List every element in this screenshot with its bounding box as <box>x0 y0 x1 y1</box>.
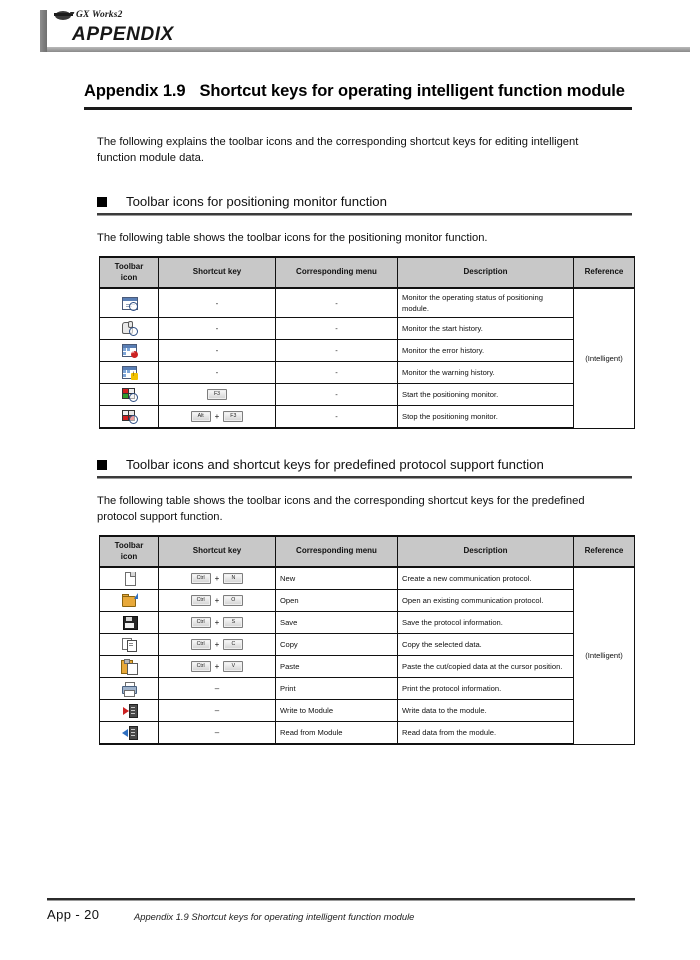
table-row <box>100 384 635 406</box>
column-header-corresponding-menu: Corresponding menu <box>276 257 398 288</box>
table-header-row <box>100 536 635 567</box>
column-header-toolbar-icon <box>100 257 159 288</box>
key-plus: + <box>214 596 220 606</box>
shortcut-key-cell <box>159 700 276 722</box>
section-title: Toolbar icons and shortcut keys for predefined protocol support function <box>126 457 544 472</box>
key-plus: + <box>214 618 220 628</box>
toolbar-icon-cell <box>100 567 159 590</box>
open-folder-icon <box>121 593 138 608</box>
description-cell: Print the protocol information. <box>398 678 574 700</box>
toolbar-icon-cell <box>100 722 159 745</box>
menu-cell: - <box>276 340 398 362</box>
menu-cell: - <box>276 384 398 406</box>
page-content <box>0 62 700 745</box>
square-bullet-icon <box>97 197 107 207</box>
toolbar-icon-cell <box>100 384 159 406</box>
write-to-module-icon <box>121 703 138 718</box>
shortcut-key-cell <box>159 612 276 634</box>
header-brand <box>54 9 123 21</box>
toolbar-icon-cell <box>100 406 159 429</box>
section-positioning-monitor <box>0 194 700 429</box>
table-row <box>100 406 635 429</box>
shortcut-key-cell <box>159 656 276 678</box>
shortcut-dash: - <box>215 346 219 355</box>
toolbar-icon-cell <box>100 590 159 612</box>
section-heading <box>0 194 700 209</box>
table-row <box>100 612 635 634</box>
column-header-corresponding-menu: Corresponding menu <box>276 536 398 567</box>
menu-cell: Save <box>276 612 398 634</box>
column-header-shortcut-key: Shortcut key <box>159 536 276 567</box>
shortcut-key-cell <box>159 567 276 590</box>
menu-cell: - <box>276 318 398 340</box>
table-row <box>100 567 635 590</box>
table-header-row <box>100 257 635 288</box>
menu-cell: - <box>276 362 398 384</box>
header-line-1: Toolbar <box>114 541 144 550</box>
menu-cell: Print <box>276 678 398 700</box>
stop-positioning-monitor-icon <box>121 409 138 424</box>
description-cell: Monitor the start history. <box>398 318 574 340</box>
warning-history-monitor-icon <box>121 365 138 380</box>
shortcut-dash: – <box>214 728 220 737</box>
section-underline <box>97 213 632 216</box>
key-cap: F3 <box>207 389 227 400</box>
shortcut-key-cell <box>159 384 276 406</box>
toolbar-icon-cell <box>100 612 159 634</box>
shortcut-dash: – <box>214 706 220 715</box>
square-bullet-icon <box>97 460 107 470</box>
menu-cell: - <box>276 288 398 318</box>
description-cell: Start the positioning monitor. <box>398 384 574 406</box>
start-positioning-monitor-icon <box>121 387 138 402</box>
key-cap: V <box>223 661 243 672</box>
predefined-protocol-table <box>99 535 635 745</box>
section-predefined-protocol <box>0 457 700 745</box>
description-cell: Monitor the warning history. <box>398 362 574 384</box>
header-line-2: icon <box>120 272 138 282</box>
key-cap: O <box>223 595 243 606</box>
description-cell: Create a new communication protocol. <box>398 567 574 590</box>
save-floppy-icon <box>121 615 138 630</box>
error-history-monitor-icon <box>121 343 138 358</box>
section-intro: The following table shows the toolbar icons and the corresponding shortcut keys for the predefined protocol support function. <box>97 495 585 523</box>
header-section-label: APPENDIX <box>72 24 174 45</box>
column-header-reference: Reference <box>574 257 635 288</box>
chapter-underline <box>84 107 632 110</box>
toolbar-icon-cell <box>100 678 159 700</box>
description-cell: Monitor the operating status of positioning module. <box>398 288 574 318</box>
copy-icon <box>121 637 138 652</box>
toolbar-icon-cell <box>100 340 159 362</box>
shortcut-dash: – <box>214 684 220 693</box>
reference-cell: (Intelligent) <box>574 288 635 428</box>
shortcut-key-cell <box>159 634 276 656</box>
toolbar-icon-cell <box>100 318 159 340</box>
key-cap: Ctrl <box>191 595 211 606</box>
description-cell: Open an existing communication protocol. <box>398 590 574 612</box>
key-cap: Alt <box>191 411 211 422</box>
mitsubishi-logo-icon <box>54 9 74 21</box>
key-cap: Ctrl <box>191 617 211 628</box>
key-cap: N <box>223 573 243 584</box>
table-row <box>100 362 635 384</box>
header-accent-bar <box>40 10 47 52</box>
key-plus: + <box>214 574 220 584</box>
menu-cell: Write to Module <box>276 700 398 722</box>
positioning-monitor-icon <box>121 296 138 311</box>
table-row <box>100 340 635 362</box>
table-row <box>100 288 635 318</box>
positioning-monitor-table <box>99 256 635 429</box>
new-file-icon <box>121 571 138 586</box>
chapter-intro: The following explains the toolbar icons and the corresponding shortcut keys for editing intelligent function module data. <box>97 136 579 164</box>
section-title: Toolbar icons for positioning monitor function <box>126 194 387 209</box>
section-underline <box>97 476 632 479</box>
column-header-reference: Reference <box>574 536 635 567</box>
table-row <box>100 722 635 745</box>
header-line-1: Toolbar <box>114 262 144 271</box>
table-row <box>100 678 635 700</box>
section-heading <box>0 457 700 472</box>
description-cell: Write data to the module. <box>398 700 574 722</box>
footer-running-title: Appendix 1.9 Shortcut keys for operating intelligent function module <box>134 911 415 922</box>
menu-cell: New <box>276 567 398 590</box>
toolbar-icon-cell <box>100 656 159 678</box>
table-row <box>100 634 635 656</box>
toolbar-icon-cell <box>100 288 159 318</box>
page-footer <box>0 890 700 960</box>
menu-cell: - <box>276 406 398 429</box>
table-row <box>100 700 635 722</box>
read-from-module-icon <box>121 725 138 740</box>
key-cap: Ctrl <box>191 639 211 650</box>
description-cell: Read data from the module. <box>398 722 574 745</box>
chapter-title-text: Shortcut keys for operating intelligent function module <box>199 82 625 100</box>
shortcut-dash: - <box>215 368 219 377</box>
column-header-toolbar-icon <box>100 536 159 567</box>
shortcut-key-cell <box>159 722 276 745</box>
key-cap: S <box>223 617 243 628</box>
shortcut-dash: - <box>215 324 219 333</box>
page-header <box>0 0 700 62</box>
key-cap: F3 <box>223 411 243 422</box>
shortcut-key-cell <box>159 362 276 384</box>
column-header-description: Description <box>398 257 574 288</box>
column-header-shortcut-key: Shortcut key <box>159 257 276 288</box>
column-header-description: Description <box>398 536 574 567</box>
chapter-number: Appendix 1.9 <box>84 82 186 100</box>
description-cell: Copy the selected data. <box>398 634 574 656</box>
key-cap: C <box>223 639 243 650</box>
header-divider <box>47 47 690 52</box>
chapter-heading <box>0 82 700 101</box>
table-row <box>100 590 635 612</box>
menu-cell: Open <box>276 590 398 612</box>
key-cap: Ctrl <box>191 573 211 584</box>
header-line-2: icon <box>120 551 138 561</box>
product-name: GX Works2 <box>76 10 123 20</box>
shortcut-key-cell <box>159 406 276 429</box>
description-cell: Paste the cut/copied data at the cursor position. <box>398 656 574 678</box>
shortcut-key-cell <box>159 340 276 362</box>
menu-cell: Paste <box>276 656 398 678</box>
description-cell: Monitor the error history. <box>398 340 574 362</box>
key-cap: Ctrl <box>191 661 211 672</box>
menu-cell: Read from Module <box>276 722 398 745</box>
section-intro: The following table shows the toolbar icons for the positioning monitor function. <box>97 232 488 244</box>
footer-divider <box>47 898 635 901</box>
start-history-monitor-icon <box>121 321 138 336</box>
reference-cell: (Intelligent) <box>574 567 635 744</box>
shortcut-key-cell <box>159 590 276 612</box>
shortcut-key-cell <box>159 318 276 340</box>
table-row <box>100 656 635 678</box>
print-icon <box>121 681 138 696</box>
table-row <box>100 318 635 340</box>
shortcut-key-cell <box>159 678 276 700</box>
description-cell: Stop the positioning monitor. <box>398 406 574 429</box>
key-plus: + <box>214 412 220 422</box>
key-plus: + <box>214 662 220 672</box>
shortcut-dash: - <box>215 298 219 308</box>
toolbar-icon-cell <box>100 362 159 384</box>
menu-cell: Copy <box>276 634 398 656</box>
toolbar-icon-cell <box>100 634 159 656</box>
paste-icon <box>121 659 138 674</box>
key-plus: + <box>214 640 220 650</box>
page-number: App - 20 <box>47 907 100 922</box>
description-cell: Save the protocol information. <box>398 612 574 634</box>
toolbar-icon-cell <box>100 700 159 722</box>
shortcut-key-cell <box>159 288 276 318</box>
